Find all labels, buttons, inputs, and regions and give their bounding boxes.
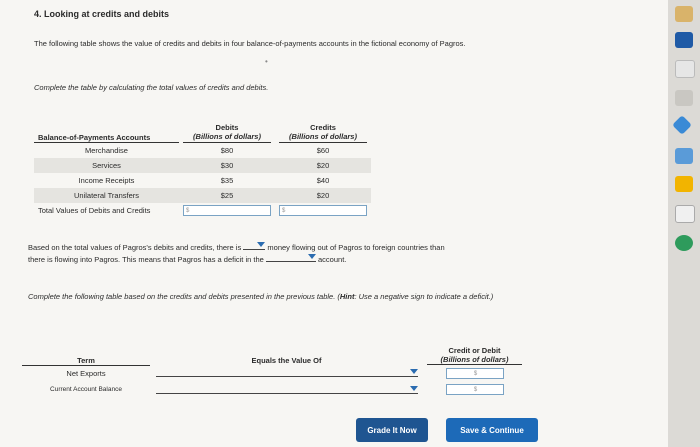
chevron-down-icon: [410, 386, 418, 391]
table-row: Services $30 $20: [34, 158, 371, 173]
mail-icon[interactable]: [675, 60, 695, 78]
total-debits-input[interactable]: $: [183, 205, 271, 216]
table-row: Income Receipts $35 $40: [78, 176, 330, 185]
pencil-icon[interactable]: [675, 90, 693, 106]
instruction-1: Complete the table by calculating the total values of credits and debits.: [34, 83, 269, 92]
more-less-dropdown[interactable]: [243, 240, 265, 250]
total-credits-input[interactable]: $: [279, 205, 367, 216]
cloud-icon[interactable]: [675, 148, 693, 164]
browser-sidebar: [668, 0, 700, 447]
text-size-icon[interactable]: [675, 6, 693, 22]
header-equals: Equals the Value Of: [251, 356, 322, 365]
table-row: Net Exports $: [22, 365, 526, 382]
chevron-down-icon: [308, 254, 316, 259]
sentence-1: Based on the total values of Pagros's debits and credits, there is money flowing out of Pagros to foreign countries than: [28, 240, 568, 254]
table-row: Current Account Balance $: [22, 382, 526, 398]
bookmark-icon[interactable]: [675, 32, 693, 48]
header-debits: Debits (Billions of dollars): [179, 122, 275, 143]
table-row: Merchandise $80 $60: [85, 145, 330, 155]
total-row: Total Values of Debits and Credits $ $: [34, 203, 371, 218]
account-dropdown[interactable]: [266, 252, 316, 262]
net-exports-input[interactable]: $: [446, 368, 504, 379]
header-term: Term: [22, 346, 150, 365]
current-account-input[interactable]: $: [446, 384, 504, 395]
save-continue-button[interactable]: Save & Continue: [446, 418, 538, 442]
chevron-down-icon: [257, 242, 265, 247]
intro-text: The following table shows the value of credits and debits in four balance-of-payments accounts in the fictional economy of Pagros.: [34, 39, 466, 48]
header-credits: Credits (Billions of dollars): [275, 122, 371, 143]
net-exports-table: [22, 346, 526, 398]
sentence-2: there is flowing into Pagros. This means that Pagros has a deficit in the account.: [28, 252, 568, 266]
question-title: 4. Looking at credits and debits: [34, 9, 170, 19]
decorative-dot: •: [265, 57, 268, 66]
table-row: Unilateral Transfers $25 $20: [34, 188, 371, 203]
grade-it-now-button[interactable]: Grade It Now: [356, 418, 428, 442]
equals-dropdown-1[interactable]: [156, 367, 418, 377]
chevron-down-icon: [410, 369, 418, 374]
instruction-2: Complete the following table based on the credits and debits presented in the previous table. (Hint: Use a negative sign to indicate a deficit.): [28, 292, 494, 301]
sparkle-icon[interactable]: [672, 115, 692, 135]
circle-icon[interactable]: [675, 235, 693, 251]
drive-icon[interactable]: [675, 176, 693, 192]
equals-dropdown-2[interactable]: [156, 384, 418, 394]
window-icon[interactable]: [675, 205, 695, 223]
header-credit-debit: Credit or Debit (Billions of dollars): [423, 346, 526, 365]
balance-of-payments-table: [34, 122, 371, 218]
header-accounts: Balance-of-Payments Accounts: [34, 122, 179, 143]
